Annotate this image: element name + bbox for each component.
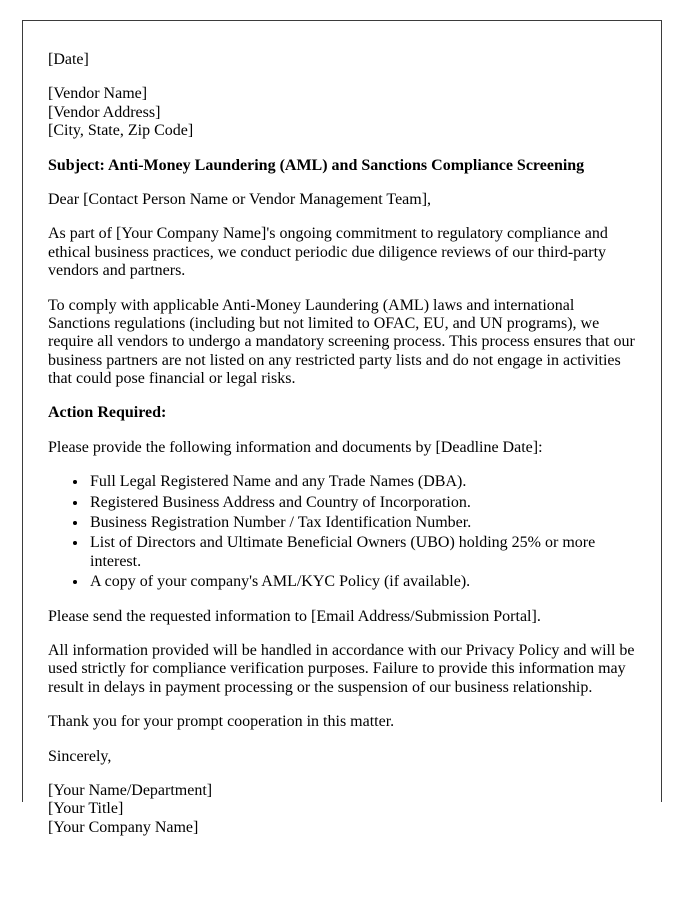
signature-name-line: [Your Name/Department] [48,781,213,799]
signature-title-line: [Your Title] [48,800,124,818]
recipient-address-block [48,85,636,140]
letter-page [22,20,662,836]
privacy-paragraph: All information provided will be handled in accordance with our Privacy Policy and will be used strictly for compliance verification purposes. Failure to provide this information may result in delays in payment processing or the suspension of our business relationship. [48,641,635,696]
subject-line: Subject: Anti-Money Laundering (AML) and Sanctions Compliance Screening [48,156,585,174]
closing-line: Sincerely, [48,747,112,765]
thanks-paragraph: Thank you for your prompt cooperation in this matter. [48,713,395,731]
compliance-paragraph: To comply with applicable Anti-Money Laundering (AML) laws and international Sanctions regulations (including but not limited to OFAC, EU, and UN programs), we require all vendors to undergo a mandatory screening process. This process ensures that our business partners are not listed on any restricted party lists and do not engage in activities that could pose financial or legal risks. [48,296,635,388]
date-line: [Date] [48,51,89,68]
requirement-item: • Business Registration Number / Tax Identification Number. [88,514,636,532]
submission-paragraph: Please send the requested information to [Email Address/Submission Portal]. [48,607,541,625]
salutation: Dear [Contact Person Name or Vendor Management Team], [48,190,432,208]
letter-body [23,21,661,837]
signature-company-line: [Your Company Name] [48,818,199,836]
requirement-item: • List of Directors and Ultimate Beneficial Owners (UBO) holding 25% or more interest. [88,534,636,571]
requirement-item: • Registered Business Address and Country of Incorporation. [88,494,636,512]
action-intro: Please provide the following information and documents by [Deadline Date]: [48,438,543,456]
requirement-item: • A copy of your company's AML/KYC Policy (if available). [88,573,636,591]
recipient-name-line: [Vendor Name] [48,85,148,103]
action-required-heading: Action Required: [48,404,167,422]
recipient-city-line: [City, State, Zip Code] [48,122,194,140]
recipient-address-line: [Vendor Address] [48,103,161,121]
intro-paragraph: As part of [Your Company Name]'s ongoing commitment to regulatory compliance and ethical business practices, we conduct periodic due diligence reviews of our third-party vendors and partners. [48,225,608,280]
signature-block [48,782,636,837]
requirements-list [48,473,636,591]
requirement-item: • Full Legal Registered Name and any Trade Names (DBA). [88,473,636,491]
